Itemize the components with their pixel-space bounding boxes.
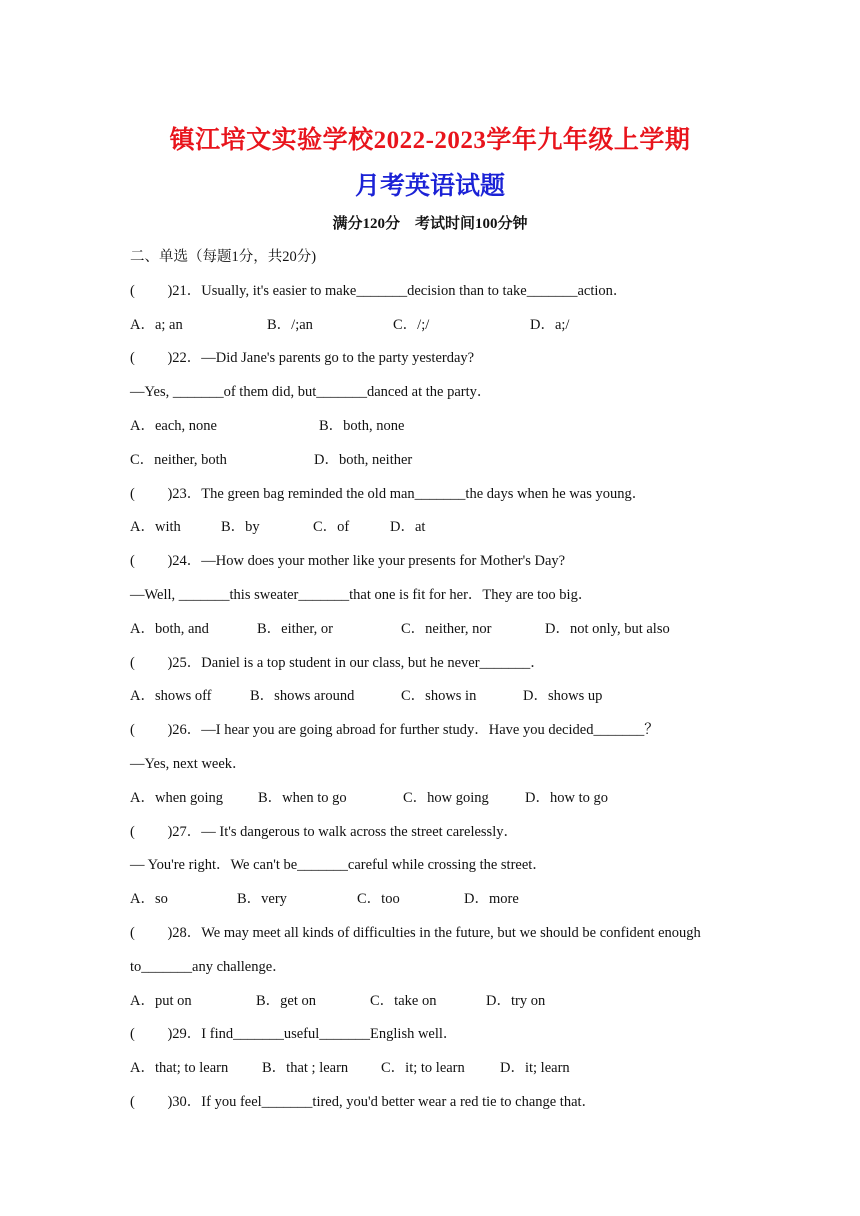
- document-subject-title: 月考英语试题: [354, 173, 505, 200]
- answer-option: D．how to go: [525, 789, 608, 806]
- question-line: ( )21．Usually, it's easier to make_______decision than to take_______action．: [130, 282, 628, 299]
- question-line: to_______any challenge．: [130, 958, 287, 975]
- answer-option: A．so: [130, 891, 168, 908]
- answer-options: [130, 413, 750, 447]
- answer-option: D．try on: [486, 992, 546, 1009]
- answer-option: D．it; learn: [500, 1060, 570, 1077]
- answer-options: [130, 514, 750, 548]
- answer-option: C．take on: [370, 992, 437, 1009]
- answer-option: A．that; to learn: [130, 1060, 229, 1077]
- answer-options: [130, 312, 750, 346]
- answer-option: D．more: [464, 891, 519, 908]
- answer-option: D．a;/: [530, 316, 570, 333]
- answer-option: B．either, or: [257, 620, 333, 637]
- answer-option: C．/;/: [393, 316, 430, 333]
- answer-option: C．neither, nor: [401, 620, 492, 637]
- answer-option: B．that ; learn: [262, 1060, 349, 1077]
- answer-option: B．shows around: [250, 688, 355, 705]
- answer-option: A．when going: [130, 789, 224, 806]
- answer-options: [130, 447, 750, 481]
- answer-option: C．of: [313, 519, 350, 536]
- answer-option: B．very: [237, 891, 287, 908]
- question-line: —Yes, next week．: [130, 755, 247, 772]
- question-line: ( )28．We may meet all kinds of difficulties in the future, but we should be confident enough: [130, 924, 701, 941]
- question-line: —Well, _______this sweater_______that one is fit for her．They are too big．: [130, 586, 593, 603]
- answer-option: C．too: [357, 891, 400, 908]
- answer-options: [130, 683, 750, 717]
- answer-option: A．each, none: [130, 417, 217, 434]
- answer-options: [130, 616, 750, 650]
- question-line: ( )24．—How does your mother like your presents for Mother's Day?: [130, 553, 566, 570]
- answer-option: B．by: [221, 519, 260, 536]
- question-line: — You're right．We can't be_______careful while crossing the street．: [130, 857, 547, 874]
- question-line: ( )29．I find_______useful_______English well．: [130, 1026, 458, 1043]
- answer-option: C．shows in: [401, 688, 477, 705]
- answer-option: D．shows up: [523, 688, 603, 705]
- section-heading: 二、单选（每题1分，共20分): [130, 249, 317, 265]
- answer-option: C．it; to learn: [381, 1060, 465, 1077]
- answer-option: A．put on: [130, 992, 192, 1009]
- question-line: ( )22．—Did Jane's parents go to the party yesterday?: [130, 350, 475, 367]
- answer-option: D．not only, but also: [545, 620, 670, 637]
- question-line: ( )26．—I hear you are going abroad for further study．Have you decided_______？: [130, 722, 659, 739]
- answer-option: C．how going: [403, 789, 489, 806]
- answer-option: A．both, and: [130, 620, 209, 637]
- answer-options: [130, 988, 750, 1022]
- question-list: [130, 244, 750, 1123]
- answer-option: A．with: [130, 519, 181, 536]
- answer-options: [130, 785, 750, 819]
- answer-option: B．when to go: [258, 789, 347, 806]
- answer-options: [130, 1055, 750, 1089]
- question-line: ( )23．The green bag reminded the old man_______the days when he was young．: [130, 485, 647, 502]
- question-line: ( )30．If you feel_______tired, you'd better wear a red tie to change that．: [130, 1093, 597, 1110]
- answer-option: D．both, neither: [314, 451, 413, 468]
- question-line: —Yes, _______of them did, but_______danced at the party．: [130, 384, 492, 401]
- answer-option: B．get on: [256, 992, 317, 1009]
- answer-option: B．/;an: [267, 316, 313, 333]
- question-line: ( )25．Daniel is a top student in our class, but he never_______．: [130, 654, 545, 671]
- answer-option: A．shows off: [130, 688, 212, 705]
- answer-option: C．neither, both: [130, 451, 227, 468]
- question-line: ( )27．— It's dangerous to walk across the street carelessly．: [130, 823, 518, 840]
- answer-option: D．at: [390, 519, 426, 536]
- document-title: 镇江培文实验学校2022-2023学年九年级上学期: [169, 127, 691, 154]
- score-and-time-info: 满分120分 考试时间100分钟: [332, 216, 528, 232]
- answer-option: A．a; an: [130, 316, 183, 333]
- answer-options: [130, 886, 750, 920]
- answer-option: B．both, none: [319, 417, 405, 434]
